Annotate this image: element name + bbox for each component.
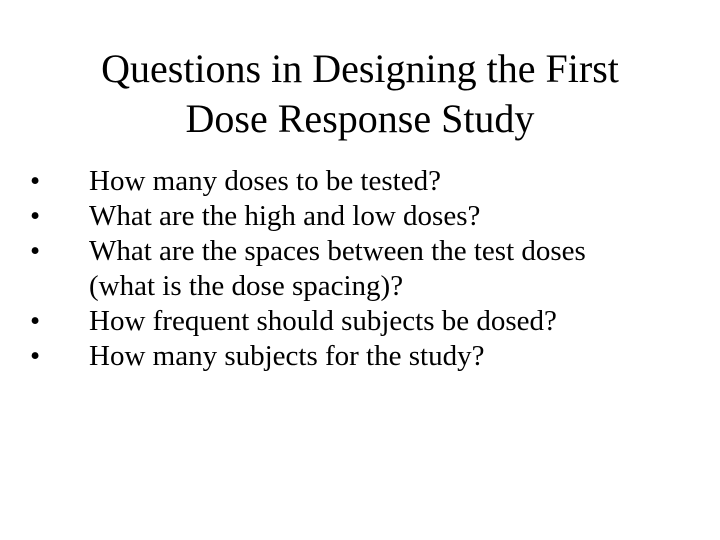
slide-title — [36, 44, 684, 144]
bullet-item — [30, 304, 700, 339]
bullet-marker: • — [30, 305, 41, 337]
bullet-item — [30, 199, 700, 234]
slide-title-line-1: Questions in Designing the First — [101, 46, 619, 91]
bullet-text-line-1: What are the spaces between the test doses — [89, 235, 586, 267]
bullet-marker: • — [30, 165, 41, 197]
bullet-item — [30, 164, 700, 199]
bullet-item — [30, 339, 700, 374]
bullet-text: How frequent should subjects be dosed? — [89, 305, 557, 337]
bullet-marker: • — [30, 340, 41, 372]
bullet-marker: • — [30, 235, 41, 267]
bullet-item — [30, 234, 700, 304]
slide-title-line-2: Dose Response Study — [185, 96, 535, 141]
bullet-text: How many doses to be tested? — [89, 165, 441, 197]
bullet-marker: • — [30, 200, 41, 232]
bullet-list — [30, 164, 700, 374]
bullet-text: What are the high and low doses? — [89, 200, 481, 232]
bullet-text: How many subjects for the study? — [89, 340, 485, 372]
bullet-text-line-2: (what is the dose spacing)? — [89, 270, 404, 302]
